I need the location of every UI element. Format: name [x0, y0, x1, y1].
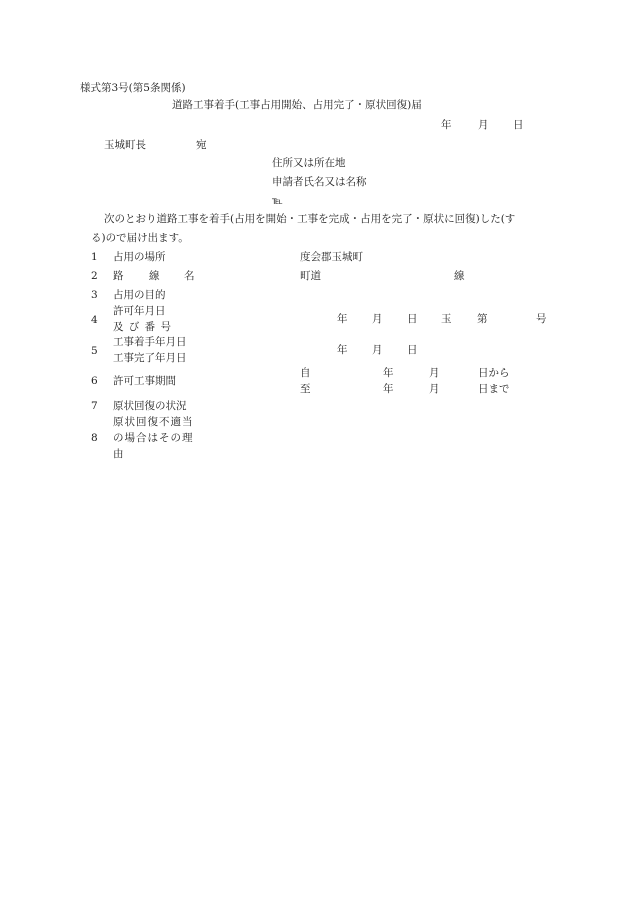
item-7-number: 7 — [91, 400, 98, 412]
item-8-number: 8 — [91, 432, 98, 444]
item-2-label-a: 路 — [113, 270, 124, 282]
item-6-label: 許可工事期間 — [113, 375, 176, 387]
item-2-value-b: 線 — [454, 270, 465, 282]
item-4-tama: 玉 — [441, 313, 452, 325]
document-title: 道路工事着手(工事占用開始、占用完了・原状回復)届 — [172, 99, 422, 111]
item-2-label-c: 名 — [184, 270, 195, 282]
item-6-from: 自 — [300, 367, 311, 379]
item-4-year: 年 — [337, 313, 348, 325]
item-5-label-line1: 工事着手年月日 — [113, 336, 187, 348]
item-7-label: 原状回復の状況 — [113, 400, 187, 412]
item-5-number: 5 — [91, 345, 98, 357]
date-day-label: 日 — [513, 119, 524, 131]
item-3-number: 3 — [91, 289, 98, 301]
item-6-year-1: 年 — [383, 367, 394, 379]
item-6-month-1: 月 — [429, 367, 440, 379]
applicant-address-label: 住所又は所在地 — [272, 157, 346, 169]
item-2-label-b: 線 — [149, 270, 160, 282]
item-5-month: 月 — [372, 344, 383, 356]
item-6-to: 至 — [300, 383, 311, 395]
item-4-day: 日 — [407, 313, 418, 325]
addressee-suffix: 宛 — [196, 139, 207, 151]
item-8-label-line1: 原状回復不適当 — [113, 416, 194, 428]
applicant-tel-label: ℡ — [272, 196, 283, 207]
applicant-name-label: 申請者氏名又は名称 — [272, 176, 367, 188]
item-2-number: 2 — [91, 270, 98, 282]
form-number: 様式第3号(第5条関係) — [80, 82, 186, 94]
item-4-number: 4 — [91, 314, 98, 326]
item-4-dai: 第 — [477, 313, 488, 325]
addressee-name: 玉城町長 — [104, 139, 146, 151]
item-5-day: 日 — [407, 344, 418, 356]
body-text-line1: 次のとおり道路工事を着手(占用を開始・工事を完成・占用を完了・原状に回復)した(す — [104, 213, 516, 225]
item-6-year-2: 年 — [383, 383, 394, 395]
item-8-label-line3: 由 — [113, 448, 124, 460]
item-6-month-2: 月 — [429, 383, 440, 395]
item-2-value-a: 町道 — [300, 270, 321, 282]
item-8-label-line2: の場合はその理 — [113, 432, 194, 444]
item-4-label-line1: 許可年月日 — [113, 305, 166, 317]
date-month-label: 月 — [478, 119, 489, 131]
item-1-label: 占用の場所 — [113, 251, 166, 263]
item-4-month: 月 — [372, 313, 383, 325]
item-5-label-line2: 工事完了年月日 — [113, 352, 187, 364]
body-text-line2: る)ので届け出ます。 — [91, 232, 189, 244]
item-1-value: 度会郡玉城町 — [300, 251, 363, 263]
item-6-suffix-1: 日から — [478, 367, 510, 379]
item-4-go: 号 — [536, 313, 547, 325]
item-5-year: 年 — [337, 344, 348, 356]
item-3-label: 占用の目的 — [113, 289, 166, 301]
item-1-number: 1 — [91, 251, 98, 263]
date-year-label: 年 — [441, 119, 452, 131]
item-6-number: 6 — [91, 375, 98, 387]
item-4-label-line2: 及 び 番 号 — [113, 321, 173, 333]
item-6-suffix-2: 日まで — [478, 383, 510, 395]
